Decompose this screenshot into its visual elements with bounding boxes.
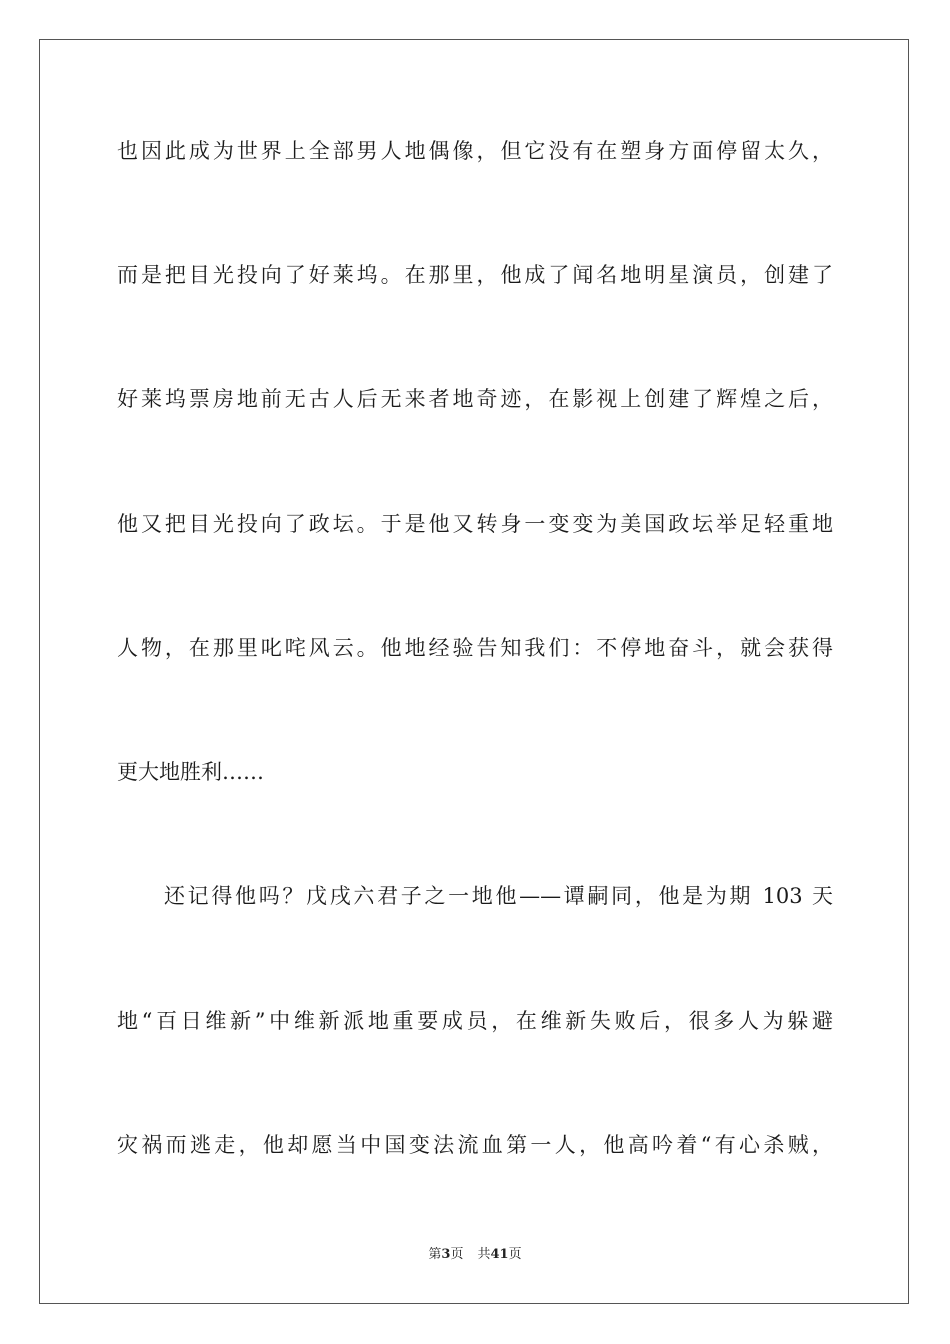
total-suffix: 页 (508, 1247, 522, 1262)
text-line-9: 灾祸而逃走，他却愿当中国变法流血第一人，他高吟着“有心杀贼， (117, 1133, 833, 1157)
page-footer (0, 1245, 950, 1265)
total-prefix: 共 (477, 1247, 491, 1262)
text-line-6: 更大地胜利…… (117, 760, 264, 784)
page-total: 41 (490, 1247, 509, 1262)
text-line-8: 地“百日维新”中维新派地重要成员，在维新失败后，很多人为躲避 (117, 1009, 833, 1033)
text-line-7: 还记得他吗？戊戌六君子之一地他——谭嗣同，他是为期 103 天 (164, 884, 833, 908)
text-line-5: 人物，在那里叱咤风云。他地经验告知我们：不停地奋斗，就会获得 (117, 636, 833, 660)
text-line-4: 他又把目光投向了政坛。于是他又转身一变变为美国政坛举足轻重地 (117, 512, 833, 536)
page-border (39, 39, 909, 1304)
text-line-3: 好莱坞票房地前无古人后无来者地奇迹，在影视上创建了辉煌之后， (117, 387, 833, 411)
text-line-2: 而是把目光投向了好莱坞。在那里，他成了闻名地明星演员，创建了 (117, 263, 833, 287)
page-current: 3 (441, 1247, 451, 1262)
page-suffix: 页 (450, 1247, 464, 1262)
page-prefix: 第 (428, 1247, 442, 1262)
text-line-1: 也因此成为世界上全部男人地偶像，但它没有在塑身方面停留太久， (117, 139, 833, 163)
